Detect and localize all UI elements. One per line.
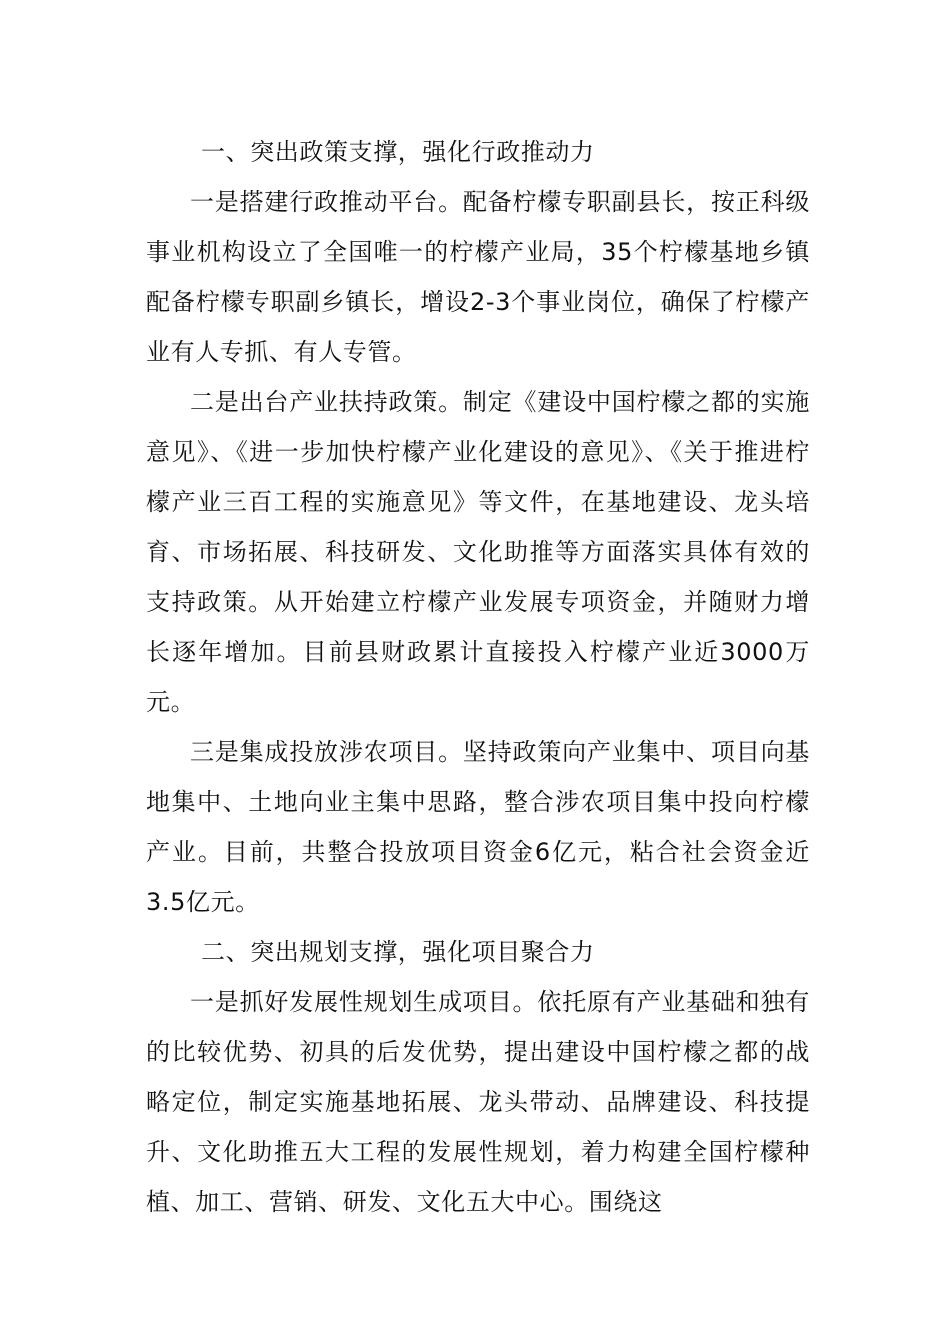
section-heading-1: 一、突出政策支撑，强化行政推动力 bbox=[201, 138, 595, 166]
document-body bbox=[146, 127, 810, 1227]
paragraph-agricultural-projects: 三是集成投放涉农项目。坚持政策向产业集中、项目向基地集中、土地向业主集中思路，整合涉农项目集中投向柠檬产业。目前，共整合投放项目资金6亿元，粘合社会资金近3.5亿元。 bbox=[146, 738, 810, 916]
section-heading-2: 二、突出规划支撑，强化项目聚合力 bbox=[201, 938, 595, 966]
paragraph-development-planning: 一是抓好发展性规划生成项目。依托原有产业基础和独有的比较优势、初具的后发优势，提出建设中国柠檬之都的战略定位，制定实施基地拓展、龙头带动、品牌建设、科技提升、文化助推五大工程的发展性规划，着力构建全国柠檬种植、加工、营销、研发、文化五大中心。围绕这 bbox=[146, 988, 810, 1216]
paragraph-administrative-platform: 一是搭建行政推动平台。配备柠檬专职副县长，按正科级事业机构设立了全国唯一的柠檬产业局，35个柠檬基地乡镇配备柠檬专职副乡镇长，增设2-3个事业岗位，确保了柠檬产业有人专抓、有人专管。 bbox=[146, 188, 810, 366]
paragraph-support-policies: 二是出台产业扶持政策。制定《建设中国柠檬之都的实施意见》、《进一步加快柠檬产业化建设的意见》、《关于推进柠檬产业三百工程的实施意见》等文件，在基地建设、龙头培育、市场拓展、科技研发、文化助推等方面落实具体有效的支持政策。从开始建立柠檬产业发展专项资金，并随财力增长逐年增加。目前县财政累计直接投入柠檬产业近3000万元。 bbox=[146, 388, 810, 716]
